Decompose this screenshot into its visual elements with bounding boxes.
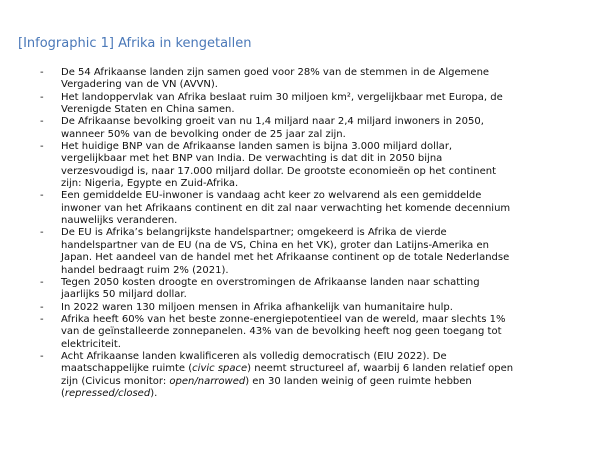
- text-line: Verenigde Staten en China samen.: [61, 104, 235, 116]
- bullet-dash: -: [40, 350, 44, 362]
- italic-term: open/narrowed: [169, 375, 246, 387]
- text-line: De Afrikaanse bevolking groeit van nu 1,4 miljard naar 2,4 miljard inwoners in 2050,: [61, 116, 484, 128]
- list-item-population: [0, 116, 602, 141]
- text-line: wanneer 50% van de bevolking onder de 25 jaar zal zijn.: [61, 128, 346, 140]
- text-line: Vergadering van de VN (AVVN).: [61, 79, 218, 91]
- text-line: zijn: Nigeria, Egypte en Zuid-Afrika.: [61, 178, 239, 190]
- text-line: De EU is Afrika’s belangrijkste handelspartner; omgekeerd is Afrika de vierde: [61, 227, 447, 239]
- text-line: [61, 376, 584, 388]
- text-line: Het landoppervlak van Afrika beslaat ruim 30 miljoen km², vergelijkbaar met Europa, de: [61, 91, 503, 103]
- list-item-text: [61, 67, 584, 92]
- list-item-text: [61, 314, 584, 351]
- list-item-un-votes: [0, 67, 602, 92]
- list-item-text: [61, 227, 584, 276]
- bullet-dash: -: [40, 227, 44, 239]
- text-segment: maatschappelijke ruimte (: [61, 363, 193, 375]
- text-line: De 54 Afrikaanse landen zijn samen goed voor 28% van de stemmen in de Algemene: [61, 67, 490, 78]
- list-item-trade: [0, 227, 602, 276]
- list-item-text: [61, 141, 584, 190]
- page-title: [Infographic 1] Afrika in kengetallen: [18, 36, 252, 51]
- text-line: In 2022 waren 130 miljoen mensen in Afrika afhankelijk van humanitaire hulp.: [61, 301, 453, 313]
- text-line: inwoner van het Afrikaans continent en dit zal naar verwachting het komende decennium: [61, 202, 511, 214]
- italic-term: repressed/closed: [64, 387, 151, 399]
- bullet-dash: -: [40, 91, 44, 103]
- text-line: [61, 388, 584, 400]
- list-item-text: [61, 277, 584, 302]
- list-item-humanitarian-aid: [0, 302, 602, 314]
- list-item-text: [61, 190, 584, 227]
- text-line: handelspartner van de EU (na de VS, China en het VK), groter dan Latijns-Amerika en: [61, 239, 489, 251]
- text-line: vergelijkbaar met het BNP van India. De verwachting is dat dit in 2050 bijna: [61, 153, 443, 165]
- text-line: jaarlijks 50 miljard dollar.: [61, 289, 187, 301]
- text-segment: ) en 30 landen weinig of geen ruimte hebben: [245, 375, 472, 387]
- list-item-democracy: [0, 351, 602, 400]
- bullet-dash: -: [40, 141, 44, 153]
- text-line: verzesvoudigd is, naar 17.000 miljard dollar. De grootste economieën op het continent: [61, 165, 497, 177]
- list-item-climate-costs: [0, 277, 602, 302]
- text-line: Het huidige BNP van de Afrikaanse landen samen is bijna 3.000 miljard dollar,: [61, 141, 453, 153]
- bullet-list: [0, 67, 602, 400]
- text-line: van de geïnstalleerde zonnepanelen. 43% van de bevolking heeft nog geen toegang tot: [61, 326, 502, 338]
- italic-term: civic space: [192, 363, 248, 375]
- bullet-dash: -: [40, 276, 44, 288]
- list-item-solar-energy: [0, 314, 602, 351]
- list-item-text: [61, 302, 584, 314]
- list-item-text: [61, 92, 584, 117]
- bullet-dash: -: [40, 313, 44, 325]
- list-item-text: [61, 351, 584, 400]
- text-line: nauwelijks veranderen.: [61, 215, 178, 227]
- text-line: Tegen 2050 kosten droogte en overstromingen de Afrikaanse landen naar schatting: [61, 276, 480, 288]
- text-segment: zijn (Civicus monitor:: [61, 375, 170, 387]
- list-item-prosperity: [0, 190, 602, 227]
- text-line: handel bedraagt ruim 2% (2021).: [61, 264, 229, 276]
- text-line: [61, 363, 584, 375]
- list-item-text: [61, 116, 584, 141]
- text-line: Een gemiddelde EU-inwoner is vandaag acht keer zo welvarend als een gemiddelde: [61, 190, 482, 202]
- text-segment: (: [61, 387, 65, 399]
- text-line: Afrika heeft 60% van het beste zonne-energiepotentieel van de wereld, maar slechts 1%: [61, 313, 506, 325]
- text-line: elektriciteit.: [61, 338, 121, 350]
- text-segment: ) neemt structureel af, waarbij 6 landen relatief open: [247, 363, 514, 375]
- list-item-land-area: [0, 92, 602, 117]
- text-line: Acht Afrikaanse landen kwalificeren als volledig democratisch (EIU 2022). De: [61, 350, 447, 362]
- text-line: Japan. Het aandeel van de handel met het Afrikaanse continent op de totale Nederlandse: [61, 252, 510, 264]
- text-segment: ).: [150, 387, 158, 399]
- list-item-gdp: [0, 141, 602, 190]
- bullet-dash: -: [40, 301, 44, 313]
- bullet-dash: -: [40, 67, 44, 78]
- bullet-dash: -: [40, 190, 44, 202]
- bullet-dash: -: [40, 116, 44, 128]
